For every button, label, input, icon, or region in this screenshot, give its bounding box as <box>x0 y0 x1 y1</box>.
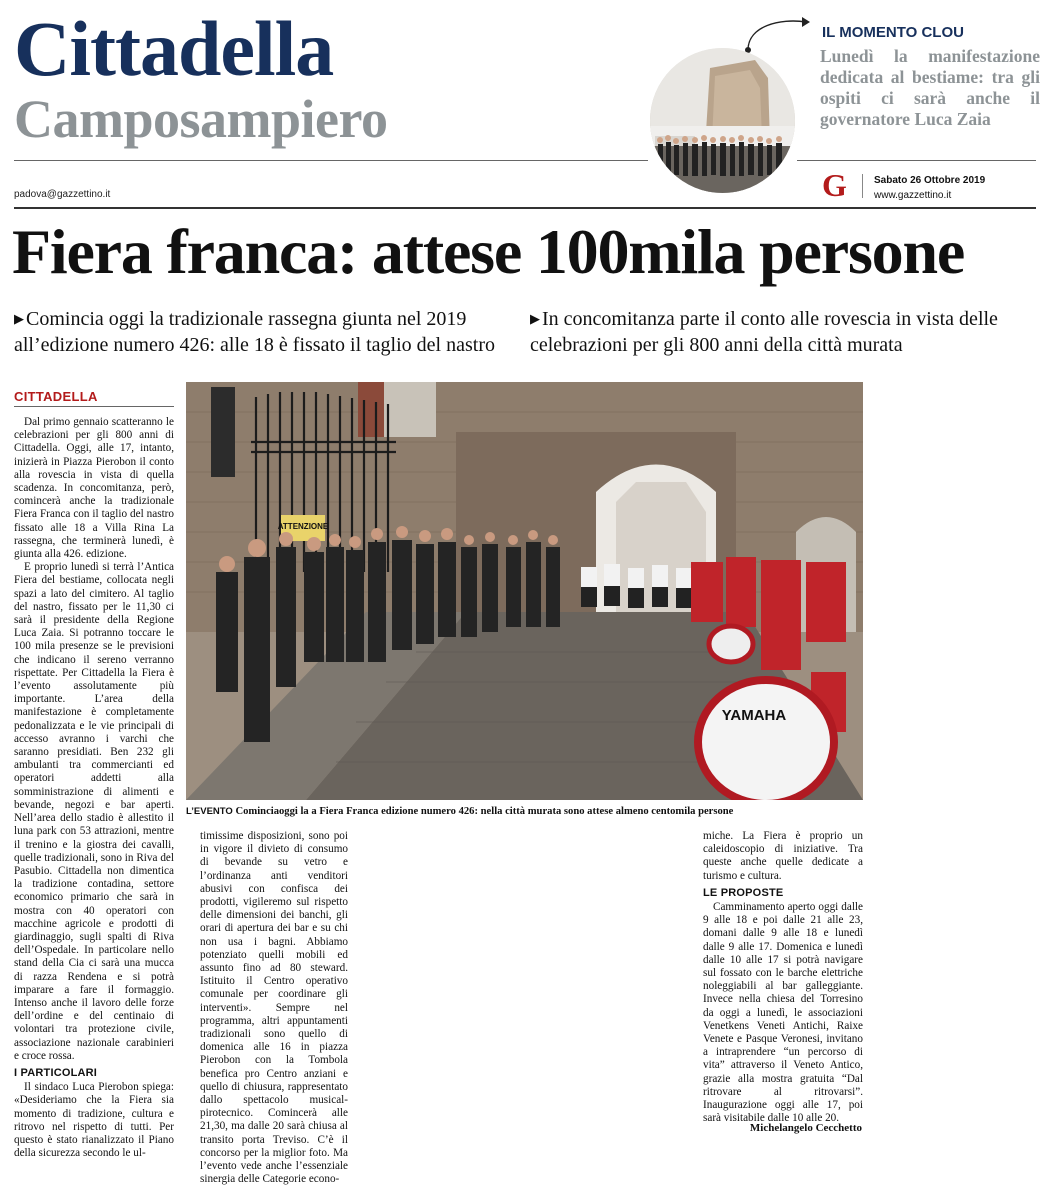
main-photo <box>186 382 863 800</box>
header-rule-left <box>14 160 648 161</box>
caption-kicker: L’EVENTO <box>186 806 233 817</box>
caption-text: Cominciaoggi la a Fiera Franca edizione numero 426: nella città murata sono attese almeno centomila persone <box>232 806 734 817</box>
headline: Fiera franca: attese 100mila persone <box>12 216 965 287</box>
issue-date: Sabato 26 Ottobre 2019 <box>874 175 986 186</box>
contact-email[interactable]: padova@gazzettino.it <box>14 189 111 200</box>
momento-clou-photo <box>650 48 795 193</box>
momento-clou-text: Lunedì la manifestazione dedicata al bestiame: tra gli ospiti ci sarà anche il governatore Luca Zaia <box>820 46 1040 129</box>
section-title: Cittadella <box>14 5 334 92</box>
article-paragraph: Dal primo gennaio scatteranno le celebrazioni per gli 800 anni di Cittadella. Oggi, alle 17, intanto, inizierà in Piazza Pierobon il conto alla rovescia in vista di quella scadenza. In concomitanza, però, comincerà anche la tradizionale Fiera Franca con il taglio del nastro fissato alle 18 a Villa Rina La rassegna, che terminerà lunedì, è giunta alla 426. edizione. <box>14 416 174 561</box>
triangle-bullet-icon: ▶ <box>14 311 24 326</box>
article-kicker: CITTADELLA <box>14 389 98 404</box>
header-bottom-rule <box>14 207 1036 209</box>
kicker-rule <box>14 406 174 407</box>
subheading-particolari: I PARTICOLARI <box>14 1066 98 1079</box>
momento-clou-heading: IL MOMENTO CLOU <box>822 24 964 41</box>
photo-caption <box>186 805 866 818</box>
logo-separator <box>862 174 863 198</box>
article-paragraph: miche. La Fiera è proprio un caleidoscopio di iniziative. Tra queste anche quelle dedicate a turismo e cultura. <box>703 830 863 882</box>
drum-brand: YAMAHA <box>721 707 787 724</box>
summary-1: ▶ Comincia oggi la tradizionale rassegna giunta nel 2019 all’edizione numero 426: alle 18 è fissato il taglio del nastro <box>14 308 495 356</box>
subheading-proposte: LE PROPOSTE <box>703 886 784 899</box>
article-paragraph: timissime disposizioni, sono poi in vigore il divieto di consumo di bevande su vetro e l’ordinanza anti venditori abusivi con confisca dei prodotti, vigileremo sul rispetto delle dimensioni dei banchi, gli orari di apertura dei bar e su chi non usa i bagni. Abbiamo potenziato quelli mobili ed assunto fino ad 80 steward. Istituito il Centro operativo comunale per coordinare gli interventi». Sempre nel programma, altri appuntamenti tradizionali sono quello di domenica alle 16 in piazza Pierobon con la Tombola benefica pro Centro anziani e quello di chiusura, rappresentato dallo spettacolo musical-pirotecnico. Comincerà alle 21,30, ma dalle 20 sarà chiusa al transito porta Treviso. C’è il concorso per la miglior foto. Ma l’evento vede anche l’essenziale sinergia delle Categorie econo- <box>200 830 348 1186</box>
header-rule-right <box>797 160 1036 161</box>
article-column-3 <box>703 830 863 1125</box>
triangle-bullet-icon: ▶ <box>530 311 540 326</box>
website-link[interactable]: www.gazzettino.it <box>874 190 952 201</box>
attenzione-sign: ATTENZIONE <box>277 522 329 531</box>
article-column-2 <box>200 830 348 1186</box>
article-column-1 <box>14 416 174 1160</box>
gazzettino-logo: G <box>822 167 847 203</box>
author-byline: Michelangelo Cecchetto <box>749 1122 862 1134</box>
article-paragraph: E proprio lunedì si terrà l’Antica Fiera del bestiame, collocata negli spazi a lato del cimitero. Al taglio del nastro, fissato per le 11,30 ci sarà il presidente della Regione Luca Zaia. Si potranno toccare le 100 mila presenze se le previsioni che indicano il sereno verranno rispettate. Per Cittadella la Fiera è l’evento assolutamente più importante. L’area della manifestazione è completamente pedonalizzata e le vie principali di accesso avranno i varchi che saranno presidiati. Ben 232 gli ambulanti tra commercianti ed operatori addetti alla somministrazione di alimenti e bevande, negozi e bar aperti. Nell’area dello stadio è allestito il luna park con 53 attrazioni, mentre il trenino e la giostra dei cavalli, quelle tradizionali, sono in Riva del Pasubio. Cittadella non dimentica la tradizione contadina, settore economico primario che sarà in mostra con 40 operatori con macchine agricole e prodotti di giardinaggio, sugli spalti di Riva dell’Ospedale. In particolare nello stand della Cia ci sarà una mucca di razza Rendena e si potrà imparare a fare il formaggio. Intenso anche il lavoro delle forze dell’ordine e del centinaio di volontari tra protezione civile, associazione nazionale carabinieri e croce rossa. <box>14 561 174 1062</box>
article-paragraph: Il sindaco Luca Pierobon spiega: «Desideriamo che la Fiera sia momento di tradizione, cultura e ritrovo nel rispetto di tutti. Per questo è stato rianalizzato il Piano della sicurezza secondo le ul- <box>14 1081 174 1160</box>
article-paragraph: Camminamento aperto oggi dalle 9 alle 18 e poi dalle 21 alle 23, domani dalle 9 alle 18 e lunedì dalle 9 alle 17. Domenica e lunedì dalle 10 alle 17 si potrà navigare sul fossato con le barche elettriche noleggiabili al bar galleggiante. Invece nella chiesa del Torresino da oggi a lunedì, le associazioni Venetkens Veneti Antichi, Raixe Venete e Pasque Veronesi, invitano a intraprendere “un percorso di vita” attraverso il Veneto Antico, grazie alla mostra gratuita “Dal ritrovare al ritrovarsi”. Inaugurazione oggi alle 17, poi sarà visitabile dalle 10 alle 20. <box>703 901 863 1125</box>
section-subtitle: Camposampiero <box>14 89 388 149</box>
curved-arrow-icon <box>740 12 820 54</box>
summary-2: ▶ In concomitanza parte il conto alle rovescia in vista delle celebrazioni per gli 800 anni della città murata <box>530 308 998 356</box>
